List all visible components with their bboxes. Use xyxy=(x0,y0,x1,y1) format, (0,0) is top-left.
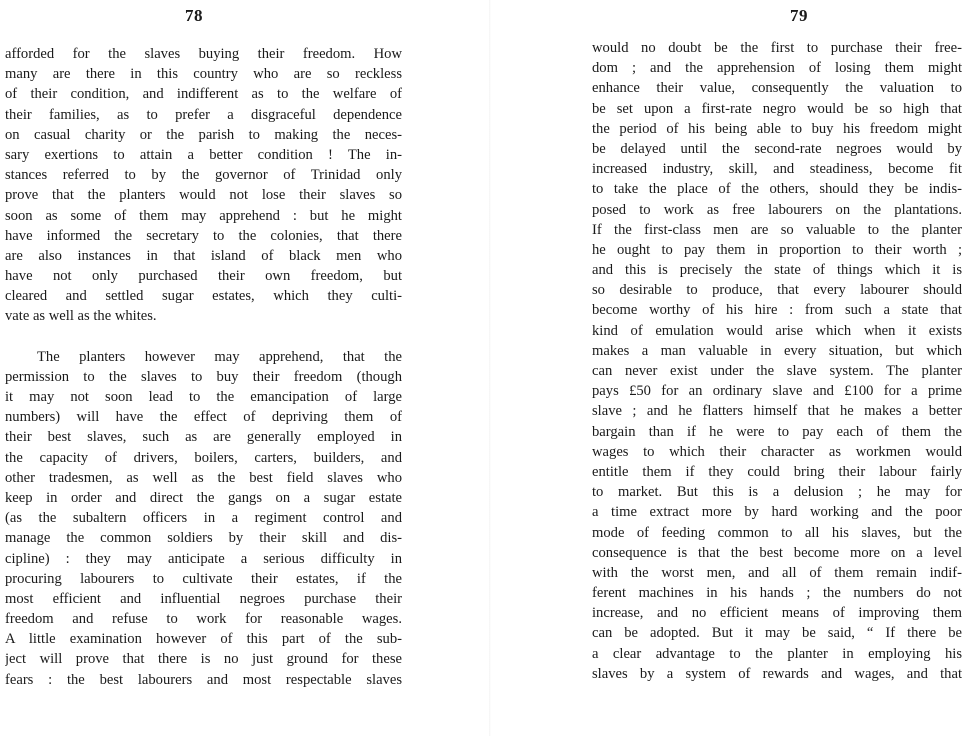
text-line: manage the common soldiers by their skill and dis- xyxy=(5,530,402,547)
text-line: and this is precisely the state of things which it is xyxy=(592,262,962,279)
text-line: cipline) : they may anticipate a serious difficulty in xyxy=(5,550,402,567)
text-line: wages to which their character as workmen would xyxy=(592,443,962,460)
text-line: would no doubt be the first to purchase their free- xyxy=(592,40,962,56)
text-line: be delayed until the second-rate negroes would by xyxy=(592,140,962,157)
text-line: be set upon a first-rate negro would be so high that xyxy=(592,100,962,117)
right-page xyxy=(490,0,980,736)
text-line: with the worst men, and all of them remain indif- xyxy=(592,564,962,581)
page-number-left: 78 xyxy=(185,6,203,25)
text-line: their best slaves, such as are generally employed in xyxy=(5,429,402,446)
text-line: a time extract more by hard working and the poor xyxy=(592,504,962,521)
text-line: are also instances in that island of black men who xyxy=(5,247,402,264)
text-line: the capacity of drivers, boilers, carters, builders, and xyxy=(5,449,402,466)
text-line: cleared and settled sugar estates, which they culti- xyxy=(5,288,402,305)
text-line: prove that the planters would not lose their slaves so xyxy=(5,187,402,204)
text-line: If the first-class men are so valuable to the planter xyxy=(592,221,962,238)
text-line: most efficient and influential negroes purchase their xyxy=(5,590,402,607)
text-line: kind of emulation would arise which when it exists xyxy=(592,322,962,339)
text-line: sary exertions to attain a better condition ! The in- xyxy=(5,146,402,163)
text-line: to take the place of the others, should they be indis- xyxy=(592,181,962,198)
paragraph-gap xyxy=(5,327,402,347)
text-line: have not only purchased their own freedom, but xyxy=(5,268,402,285)
text-line: increase, and no efficient means of improving them xyxy=(592,605,962,622)
text-line: makes a man valuable in every situation, but which xyxy=(592,342,962,359)
text-line: their families, as to prefer a disgraceful dependence xyxy=(5,106,402,123)
text-line: (as the subaltern officers in a regiment control and xyxy=(5,510,402,527)
right-body-text xyxy=(592,38,962,684)
text-line: so desirable to produce, that every labourer should xyxy=(592,282,962,299)
text-line: ferent machines in his hands ; the numbers do not xyxy=(592,585,962,602)
text-line: dom ; and the apprehension of losing them might xyxy=(592,60,962,77)
left-body-text xyxy=(5,44,402,690)
text-line: A little examination however of this part of the sub- xyxy=(5,631,402,648)
text-line: ject will prove that there is no just ground for these xyxy=(5,651,402,668)
text-line: afforded for the slaves buying their freedom. How xyxy=(5,46,402,62)
left-paragraph-2 xyxy=(5,347,402,690)
text-line: many are there in this country who are so reckless xyxy=(5,66,402,83)
text-line: the period of his being able to buy his freedom might xyxy=(592,120,962,137)
text-line: of their condition, and indifferent as to the welfare of xyxy=(5,86,402,103)
text-line: slave ; and he flatters himself that he makes a better xyxy=(592,403,962,420)
text-line: pays £50 for an ordinary slave and £100 for a prime xyxy=(592,383,962,400)
text-line: bargain than if he were to pay each of them the xyxy=(592,423,962,440)
text-line: enhance their value, consequently the valuation to xyxy=(592,80,962,97)
text-line: become worthy of his hire : from such a state that xyxy=(592,302,962,319)
left-paragraph-1 xyxy=(5,44,402,327)
text-line: entitle them if they could bring their labour fairly xyxy=(592,463,962,480)
text-line: on casual charity or the parish to making the neces- xyxy=(5,126,402,143)
text-line: permission to the slaves to buy their freedom (though xyxy=(5,368,402,385)
text-line: increased industry, skill, and steadiness, become fit xyxy=(592,161,962,178)
text-line: consequence is that the best become more on a level xyxy=(592,544,962,561)
text-line: a clear advantage to the planter in employing his xyxy=(592,645,962,662)
text-line: he ought to pay them in proportion to their worth ; xyxy=(592,241,962,258)
text-line: numbers) will have the effect of depriving them of xyxy=(5,409,402,426)
text-line: can never exist under the slave system. The planter xyxy=(592,363,962,379)
text-line: fears : the best labourers and most respectable slaves xyxy=(5,671,402,688)
text-line: mode of feeding common to all his slaves, but the xyxy=(592,524,962,541)
text-line: to market. But this is a delusion ; he may for xyxy=(592,484,962,501)
text-line: keep in order and direct the gangs on a sugar estate xyxy=(5,489,402,506)
text-line: it may not soon lead to the emancipation of large xyxy=(5,389,402,405)
text-line: stances referred to by the governor of Trinidad only xyxy=(5,167,402,184)
page-number-right: 79 xyxy=(790,6,808,25)
text-line: procuring labourers to cultivate their estates, if the xyxy=(5,570,402,587)
text-line: soon as some of them may apprehend : but he might xyxy=(5,207,402,224)
text-line: have informed the secretary to the colonies, that there xyxy=(5,227,402,244)
text-line: other tradesmen, as well as the best field slaves who xyxy=(5,469,402,486)
text-line: can be adopted. But it may be said, “ If there be xyxy=(592,625,962,642)
text-line: posed to work as free labourers on the plantations. xyxy=(592,201,962,218)
text-line: vate as well as the whites. xyxy=(5,308,157,325)
text-line: The planters however may apprehend, that the xyxy=(37,348,402,365)
text-line: slaves by a system of rewards and wages, and that xyxy=(592,665,962,682)
text-line: freedom and refuse to work for reasonable wages. xyxy=(5,611,402,628)
